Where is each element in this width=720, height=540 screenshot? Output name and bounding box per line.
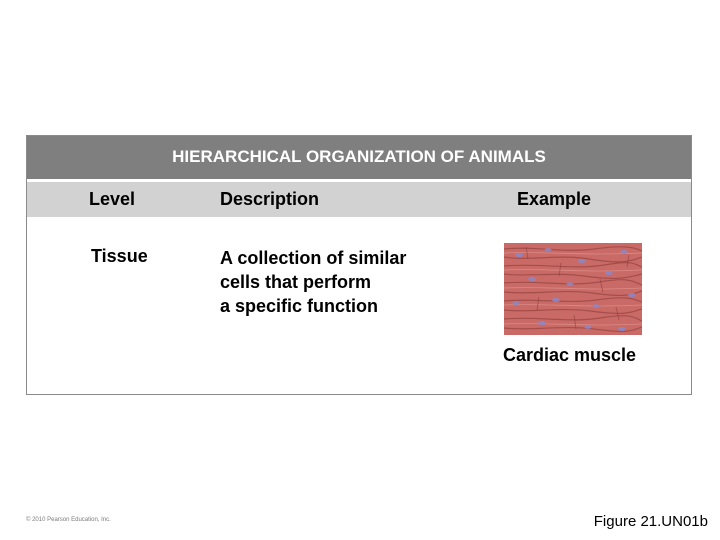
cardiac-muscle-image — [504, 243, 642, 335]
description-line: a specific function — [220, 296, 379, 316]
example-caption: Cardiac muscle — [503, 345, 637, 365]
copyright-notice: © 2010 Pearson Education, Inc. — [26, 517, 111, 523]
row-level: Tissue — [91, 246, 148, 266]
organization-table — [26, 135, 692, 395]
table-title: HIERARCHICAL ORGANIZATION OF ANIMALS — [27, 136, 691, 179]
figure-label: Figure 21.UN01b — [593, 513, 708, 530]
row-description — [220, 246, 460, 318]
description-line: cells that perform — [220, 272, 372, 292]
table-row — [27, 217, 691, 392]
header-description: Description — [220, 189, 320, 209]
header-example: Example — [517, 189, 592, 209]
header-level: Level — [89, 189, 136, 209]
table-header-row — [27, 182, 691, 217]
description-line: A collection of similar — [220, 248, 407, 268]
